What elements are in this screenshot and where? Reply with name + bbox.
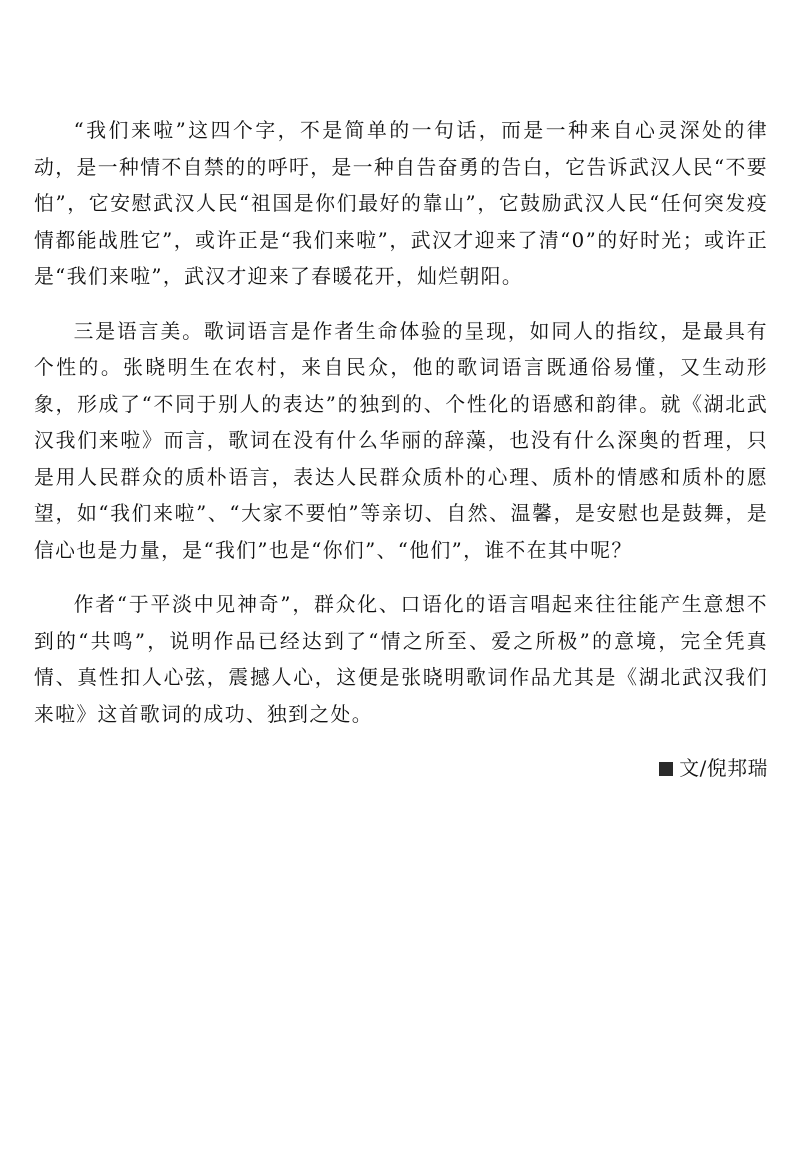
paragraph-3: 作者“于平淡中见神奇”，群众化、口语化的语言唱起来往往能产生意想不到的“共鸣”，说明作品已经达到了“情之所至、爱之所极”的意境，完全凭真情、真性扣人心弦，震撼人心，这便是张晓明歌词作品尤其是《湖北武汉我们来啦》这首歌词的成功、独到之处。 bbox=[34, 593, 768, 726]
filled-square-icon bbox=[659, 762, 673, 776]
author-byline bbox=[34, 751, 768, 788]
article-body bbox=[34, 113, 768, 788]
paragraph-1: “我们来啦”这四个字，不是简单的一句话，而是一种来自心灵深处的律动，是一种情不自禁的的呼吁，是一种自告奋勇的告白，它告诉武汉人民“不要怕”，它安慰武汉人民“祖国是你们最好的靠山”，它鼓励武汉人民“任何突发疫情都能战胜它”，或许正是“我们来啦”，武汉才迎来了清“0”的好时光；或许正是“我们来啦”，武汉才迎来了春暖花开，灿烂朝阳。 bbox=[34, 119, 768, 288]
author-credit: 文/倪邦瑞 bbox=[679, 757, 768, 780]
paragraph-2: 三是语言美。歌词语言是作者生命体验的呈现，如同人的指纹，是最具有个性的。张晓明生在农村，来自民众，他的歌词语言既通俗易懂，又生动形象，形成了“不同于别人的表达”的独到的、个性化的语感和韵律。就《湖北武汉我们来啦》而言，歌词在没有什么华丽的辞藻，也没有什么深奥的哲理，只是用人民群众的质朴语言，表达人民群众质朴的心理、质朴的情感和质朴的愿望，如“我们来啦”、“大家不要怕”等亲切、自然、温馨，是安慰也是鼓舞，是信心也是力量，是“我们”也是“你们”、“他们”，谁不在其中呢？ bbox=[34, 319, 768, 562]
